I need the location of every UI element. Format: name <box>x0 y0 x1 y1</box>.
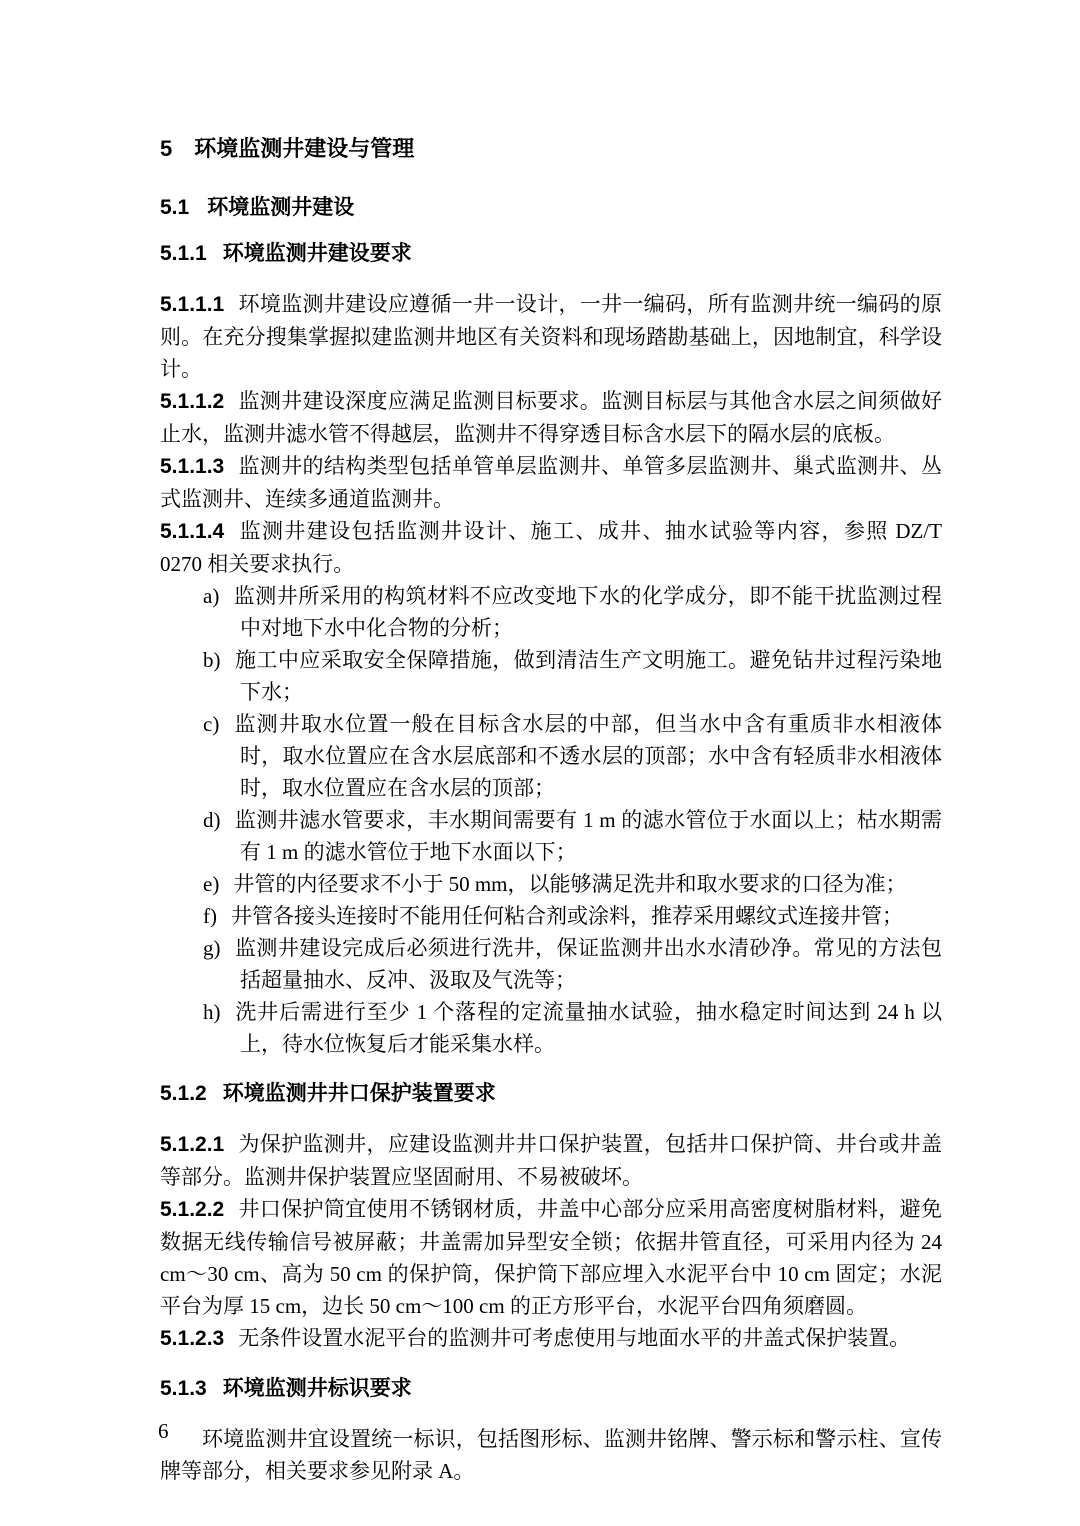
clause-number: 5.1.2.2 <box>160 1198 225 1221</box>
clause-paragraph-5-1-1-2 <box>160 385 942 450</box>
block-text: 施工中应采取安全保障措施，做到清洁生产文明施工。避免钻井过程污染地下水； <box>234 648 942 704</box>
clause-number: 5.1.1.4 <box>160 520 225 543</box>
clause-number: 5.1.1.3 <box>160 455 225 478</box>
clause-number: 5.1.2.1 <box>160 1133 225 1156</box>
clause-paragraph-5-1-2-3 <box>160 1322 942 1355</box>
block-text: 无条件设置水泥平台的监测井可考虑使用与地面水平的井盖式保护装置。 <box>238 1326 911 1350</box>
block-text: 环境监测井标识要求 <box>222 1377 412 1400</box>
block-text: 监测井建设完成后必须进行洗井，保证监测井出水水清砂净。常见的方法包括超量抽水、反冲、汲取及气洗等； <box>234 936 942 992</box>
block-text: 井口保护筒宜使用不锈钢材质，井盖中心部分应采用高密度树脂材料，避免数据无线传输信号被屏蔽；井盖需加异型安全锁；依据井管直径，可采用内径为 24 cm～30 cm、高为 50 cm 的保护筒，保护筒下部应埋入水泥平台中 10 cm 固定；水泥平台为厚 15 cm，边长 50 cm～100 cm 的正方形平台，水泥平台四角须磨圆。 <box>160 1197 942 1318</box>
list-item-b <box>160 644 942 708</box>
block-text: 监测井建设包括监测井设计、施工、成井、抽水试验等内容，参照 DZ/T 0270 相关要求执行。 <box>160 519 942 576</box>
block-text: 环境监测井宜设置统一标识，包括图形标、监测井铭牌、警示标和警示柱、宣传牌等部分，相关要求参见附录 A。 <box>160 1427 942 1483</box>
clause-paragraph-5-1-1-4 <box>160 515 942 580</box>
list-item-letter: h) <box>203 1000 221 1024</box>
list-item-letter: c) <box>203 712 220 736</box>
clause-number: 5.1.2 <box>160 1082 207 1105</box>
list-item-c <box>160 708 942 804</box>
block-text: 环境监测井建设 <box>207 196 355 219</box>
body-paragraph <box>160 1423 942 1487</box>
clause-number: 5.1.3 <box>160 1377 207 1400</box>
list-item-letter: f) <box>203 904 217 928</box>
block-text: 为保护监测井，应建设监测井井口保护装置，包括井口保护筒、井台或井盖等部分。监测井保护装置应坚固耐用、不易被破坏。 <box>160 1132 942 1189</box>
block-text: 井管各接头连接时不能用任何粘合剂或涂料，推荐采用螺纹式连接井管； <box>231 904 903 928</box>
subsection-heading-5-1 <box>160 196 942 220</box>
clause-number: 5.1.1 <box>160 242 207 265</box>
list-item-h <box>160 996 942 1060</box>
clause-number: 5.1 <box>160 196 190 219</box>
list-item-letter: g) <box>203 936 221 960</box>
block-text: 监测井的结构类型包括单管单层监测井、单管多层监测井、巢式监测井、丛式监测井、连续多通道监测井。 <box>160 454 942 511</box>
block-text: 监测井滤水管要求，丰水期间需要有 1 m 的滤水管位于水面以上；枯水期需有 1 m 的滤水管位于地下水面以下； <box>234 808 942 864</box>
list-item-e <box>160 868 942 900</box>
list-item-letter: b) <box>203 648 221 672</box>
block-text: 环境监测井建设与管理 <box>194 136 415 161</box>
clause-paragraph-5-1-2-1 <box>160 1128 942 1193</box>
clause-number: 5 <box>160 136 173 161</box>
block-text: 监测井所采用的构筑材料不应改变地下水的化学成分，即不能干扰监测过程中对地下水中化合物的分析； <box>233 584 942 640</box>
subsubsection-heading-5-1-2 <box>160 1082 942 1106</box>
document-content <box>160 136 942 1487</box>
block-text: 洗井后需进行至少 1 个落程的定流量抽水试验，抽水稳定时间达到 24 h 以上，待水位恢复后才能采集水样。 <box>234 1000 942 1056</box>
list-item-f <box>160 900 942 932</box>
clause-paragraph-5-1-2-2 <box>160 1193 942 1322</box>
list-item-letter: d) <box>203 808 221 832</box>
block-text: 井管的内径要求不小于 50 mm，以能够满足洗井和取水要求的口径为准； <box>233 872 907 896</box>
clause-number: 5.1.1.1 <box>160 293 225 316</box>
section-heading-5 <box>160 136 942 162</box>
block-text: 环境监测井建设要求 <box>222 242 412 265</box>
list-item-letter: e) <box>203 872 220 896</box>
page-number: 6 <box>158 1419 169 1443</box>
clause-paragraph-5-1-1-3 <box>160 450 942 515</box>
block-text: 环境监测井建设应遵循一井一设计，一井一编码，所有监测井统一编码的原则。在充分搜集掌握拟建监测井地区有关资料和现场踏勘基础上，因地制宜，科学设计。 <box>160 292 942 381</box>
clause-paragraph-5-1-1-1 <box>160 288 942 385</box>
list-item-d <box>160 804 942 868</box>
list-item-letter: a) <box>203 584 220 608</box>
subsubsection-heading-5-1-3 <box>160 1377 942 1401</box>
block-text: 监测井建设深度应满足监测目标要求。监测目标层与其他含水层之间须做好止水，监测井滤水管不得越层，监测井不得穿透目标含水层下的隔水层的底板。 <box>160 389 942 446</box>
subsubsection-heading-5-1-1 <box>160 242 942 266</box>
list-item-g <box>160 932 942 996</box>
block-text: 监测井取水位置一般在目标含水层的中部，但当水中含有重质非水相液体时，取水位置应在含水层底部和不透水层的顶部；水中含有轻质非水相液体时，取水位置应在含水层的顶部； <box>233 712 942 800</box>
block-text: 环境监测井井口保护装置要求 <box>222 1082 496 1105</box>
list-item-a <box>160 580 942 644</box>
clause-number: 5.1.1.2 <box>160 390 225 413</box>
clause-number: 5.1.2.3 <box>160 1327 225 1350</box>
